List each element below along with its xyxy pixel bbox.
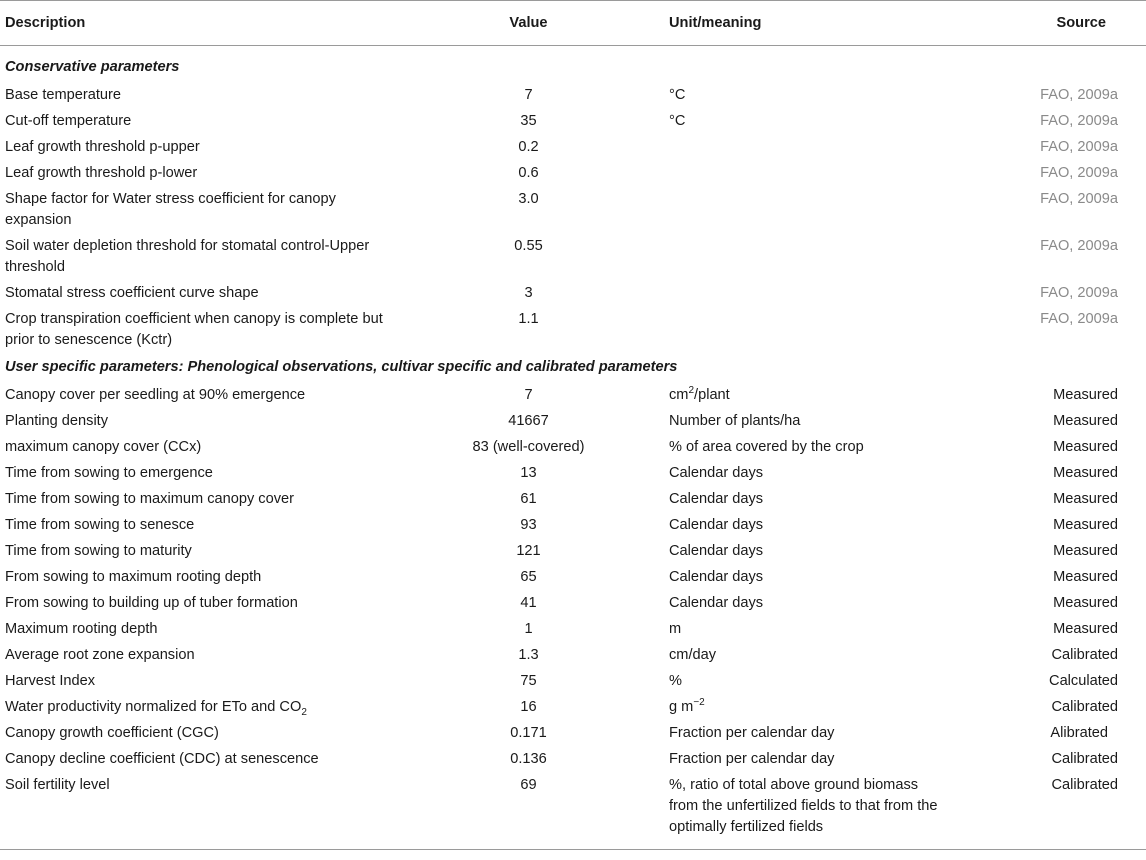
- section-title-user: User specific parameters: Phenological observations, cultivar specific and calibrated parameters: [5, 359, 678, 375]
- cell-source: Calibrated: [1051, 776, 1118, 793]
- cell-unit: Calendar days: [669, 568, 764, 585]
- unit-text: g m: [669, 698, 694, 715]
- cell-unit: [647, 280, 952, 306]
- table-row: [0, 408, 1146, 434]
- cell-unit: Calendar days: [669, 594, 764, 611]
- cell-source: FAO, 2009a: [1040, 138, 1118, 155]
- cell-source: Measured: [1053, 386, 1118, 403]
- cell-source: Measured: [1053, 438, 1118, 455]
- cell-value: 0.171: [510, 724, 547, 741]
- cell-unit: Fraction per calendar day: [669, 724, 835, 741]
- unit-superscript: −2: [693, 696, 705, 708]
- table-row: [0, 460, 1146, 486]
- cell-value: 3: [524, 284, 533, 301]
- cell-unit: m: [669, 620, 682, 637]
- table-row: [0, 280, 1146, 306]
- table-row: [0, 538, 1146, 564]
- cell-value: 69: [520, 776, 537, 793]
- cell-value: 41667: [508, 412, 549, 429]
- cell-value: 0.55: [514, 237, 543, 254]
- cell-unit: Fraction per calendar day: [669, 750, 835, 767]
- cell-description: From sowing to maximum rooting depth: [5, 568, 262, 585]
- header-description: Description: [5, 14, 86, 31]
- cell-source: Calibrated: [1051, 646, 1118, 663]
- table-row: [0, 564, 1146, 590]
- header-unit: Unit/meaning: [669, 14, 762, 31]
- section-title-conservative: Conservative parameters: [5, 59, 180, 75]
- header-value: Value: [509, 14, 548, 31]
- table-row: [0, 642, 1146, 668]
- cell-value: 13: [520, 464, 537, 481]
- cell-unit: Calendar days: [669, 542, 764, 559]
- table-row: [0, 233, 1146, 280]
- cell-value: 121: [516, 542, 541, 559]
- cell-unit: °C: [669, 86, 686, 103]
- cell-value: 41: [520, 594, 537, 611]
- cell-source: Measured: [1053, 542, 1118, 559]
- cell-value: 1: [524, 620, 533, 637]
- cell-source: FAO, 2009a: [1040, 284, 1118, 301]
- cell-unit: [647, 233, 952, 280]
- cell-description: Base temperature: [5, 86, 122, 103]
- cell-description: Planting density: [5, 412, 109, 429]
- cell-description: Time from sowing to senesce: [5, 516, 195, 533]
- table-row: [0, 160, 1146, 186]
- cell-description: Stomatal stress coefficient curve shape: [5, 284, 259, 301]
- cell-description: Leaf growth threshold p-lower: [5, 164, 198, 181]
- table-row: [0, 746, 1146, 772]
- cell-source: FAO, 2009a: [1040, 164, 1118, 181]
- table-row: [0, 512, 1146, 538]
- cell-description: Shape factor for Water stress coefficient for canopy expansion: [5, 190, 336, 228]
- table-row: [0, 108, 1146, 134]
- cell-source: Calibrated: [1051, 750, 1118, 767]
- cell-unit: Number of plants/ha: [669, 412, 801, 429]
- cell-source: FAO, 2009a: [1040, 310, 1118, 327]
- cell-value: 7: [524, 86, 533, 103]
- cell-unit: %, ratio of total above ground biomass from the unfertilized fields to that from the optimally fertilized fields: [669, 776, 938, 835]
- unit-text-suffix: /plant: [694, 386, 730, 403]
- cell-unit: [647, 382, 952, 408]
- cell-value: 83 (well-covered): [472, 438, 585, 455]
- cell-value: 3.0: [518, 190, 539, 207]
- cell-value: 65: [520, 568, 537, 585]
- cell-unit: [647, 160, 952, 186]
- cell-source: FAO, 2009a: [1040, 190, 1118, 207]
- cell-unit: [647, 134, 952, 160]
- cell-source: Measured: [1053, 490, 1118, 507]
- cell-unit: [647, 694, 952, 720]
- cell-unit: Calendar days: [669, 490, 764, 507]
- cell-unit: Calendar days: [669, 464, 764, 481]
- table-row: [0, 382, 1146, 408]
- cell-description: Canopy growth coefficient (CGC): [5, 724, 219, 741]
- cell-description: Leaf growth threshold p-upper: [5, 138, 200, 155]
- cell-unit: [647, 306, 952, 353]
- cell-unit: [647, 186, 952, 233]
- cell-description: Crop transpiration coefficient when canopy is complete but prior to senescence (Kctr): [5, 310, 383, 348]
- cell-value: 0.6: [518, 164, 539, 181]
- cell-source: Measured: [1053, 464, 1118, 481]
- cell-unit: cm/day: [669, 646, 717, 663]
- cell-value: 75: [520, 672, 537, 689]
- cell-description: Time from sowing to maximum canopy cover: [5, 490, 294, 507]
- cell-description: Cut-off temperature: [5, 112, 132, 129]
- cell-value: 7: [524, 386, 533, 403]
- description-text: Water productivity normalized for ETo and CO: [5, 698, 302, 715]
- header-row: [0, 1, 1146, 46]
- table-row: [0, 720, 1146, 746]
- table-row: [0, 134, 1146, 160]
- cell-description: Maximum rooting depth: [5, 620, 158, 637]
- cell-unit: % of area covered by the crop: [669, 438, 864, 455]
- cell-source: Measured: [1053, 568, 1118, 585]
- cell-source: FAO, 2009a: [1040, 86, 1118, 103]
- table-row: [0, 186, 1146, 233]
- cell-source: Measured: [1053, 412, 1118, 429]
- section-row-user: [0, 353, 1146, 382]
- cell-source: FAO, 2009a: [1040, 237, 1118, 254]
- cell-value: 1.3: [518, 646, 539, 663]
- cell-description: Time from sowing to emergence: [5, 464, 213, 481]
- cell-value: 16: [520, 698, 537, 715]
- table-row: [0, 772, 1146, 849]
- cell-unit: %: [669, 672, 682, 689]
- cell-value: 93: [520, 516, 537, 533]
- cell-source: Alibrated: [1050, 724, 1108, 741]
- table-body: [0, 46, 1146, 850]
- cell-description: Canopy decline coefficient (CDC) at senescence: [5, 750, 319, 767]
- cell-source: Measured: [1053, 620, 1118, 637]
- cell-unit: Calendar days: [669, 516, 764, 533]
- table-row: [0, 616, 1146, 642]
- cell-description: Soil water depletion threshold for stomatal control-Upper threshold: [5, 237, 370, 275]
- unit-superscript: 2: [688, 384, 695, 396]
- cell-description: Harvest Index: [5, 672, 96, 689]
- cell-description: Canopy cover per seedling at 90% emergence: [5, 386, 306, 403]
- table-row: [0, 306, 1146, 353]
- cell-value: 1.1: [518, 310, 539, 327]
- cell-source: FAO, 2009a: [1040, 112, 1118, 129]
- table-header: [0, 1, 1146, 46]
- table-row: [0, 694, 1146, 720]
- cell-value: 0.136: [510, 750, 547, 767]
- cell-description: Time from sowing to maturity: [5, 542, 192, 559]
- table-row: [0, 590, 1146, 616]
- table-row: [0, 668, 1146, 694]
- cell-description: [0, 694, 410, 720]
- section-row-conservative: [0, 46, 1146, 83]
- cell-description: From sowing to building up of tuber formation: [5, 594, 298, 611]
- cell-source: Calculated: [1049, 672, 1118, 689]
- cell-description: maximum canopy cover (CCx): [5, 438, 202, 455]
- header-source: Source: [1056, 14, 1106, 31]
- cell-description: Average root zone expansion: [5, 646, 195, 663]
- cell-value: 35: [520, 112, 537, 129]
- unit-text: cm: [669, 386, 689, 403]
- description-subscript: 2: [301, 706, 307, 718]
- table-row: [0, 434, 1146, 460]
- cell-unit: °C: [669, 112, 686, 129]
- table-row: [0, 486, 1146, 512]
- cell-description: Soil fertility level: [5, 776, 110, 793]
- cell-source: Calibrated: [1051, 698, 1118, 715]
- cell-source: Measured: [1053, 516, 1118, 533]
- cell-value: 61: [520, 490, 537, 507]
- cell-value: 0.2: [518, 138, 539, 155]
- cell-source: Measured: [1053, 594, 1118, 611]
- table-row: [0, 82, 1146, 108]
